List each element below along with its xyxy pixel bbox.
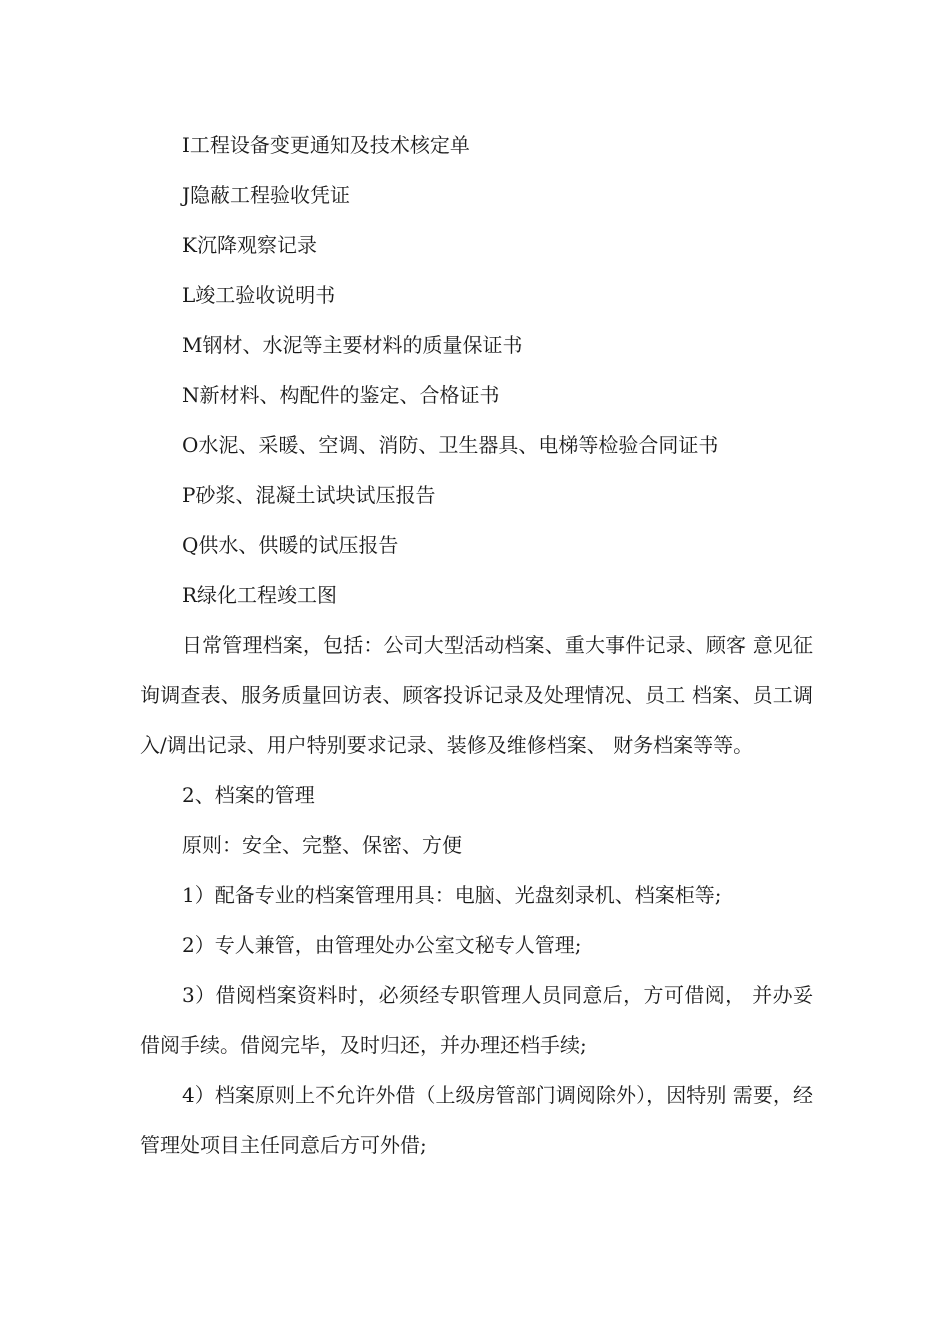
section-heading: 2、档案的管理 bbox=[182, 783, 315, 807]
rule-1: 1）配备专业的档案管理用具：电脑、光盘刻录机、档案柜等; bbox=[182, 883, 722, 907]
rule-2: 2）专人兼管，由管理处办公室文秘专人管理; bbox=[182, 933, 582, 957]
document-body bbox=[140, 120, 813, 1170]
list-item-o: O水泥、采暖、空调、消防、卫生器具、电梯等检验合同证书 bbox=[182, 433, 719, 457]
list-item-m: M钢材、水泥等主要材料的质量保证书 bbox=[182, 333, 523, 357]
list-item-r: R绿化工程竣工图 bbox=[182, 583, 338, 607]
list-item-n: N新材料、构配件的鉴定、合格证书 bbox=[182, 383, 500, 407]
principle-line: 原则：安全、完整、保密、方便 bbox=[182, 833, 462, 857]
list-item-k: K沉降观察记录 bbox=[182, 233, 317, 257]
rule-3: 3）借阅档案资料时，必须经专职管理人员同意后，方可借阅， 并办妥借阅手续。借阅完毕，及时归还，并办理还档手续; bbox=[140, 983, 813, 1057]
list-item-j: J隐蔽工程验收凭证 bbox=[182, 183, 351, 207]
list-item-q: Q供水、供暖的试压报告 bbox=[182, 533, 399, 557]
rule-4: 4）档案原则上不允许外借（上级房管部门调阅除外），因特别 需要，经管理处项目主任同意后方可外借; bbox=[140, 1083, 813, 1157]
list-item-l: L竣工验收说明书 bbox=[182, 283, 336, 307]
daily-archive-paragraph: 日常管理档案，包括：公司大型活动档案、重大事件记录、顾客 意见征询调查表、服务质量回访表、顾客投诉记录及处理情况、员工 档案、员工调入/调出记录、用户特别要求记录、装修及维修档案、 财务档案等等。 bbox=[140, 633, 813, 757]
list-item-p: P砂浆、混凝土试块试压报告 bbox=[182, 483, 436, 507]
list-item-i: I工程设备变更通知及技术核定单 bbox=[182, 133, 470, 157]
